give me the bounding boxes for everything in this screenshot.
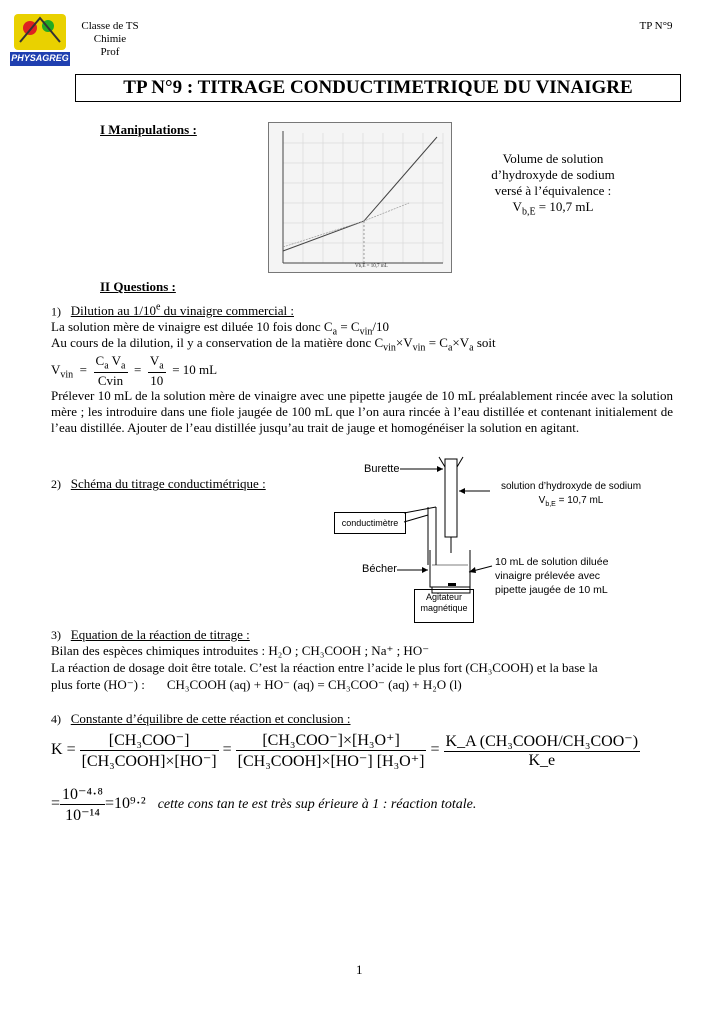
q3-line3: plus forte (HO⁻) : CH₃COOH (aq) + HO⁻ (aq) = CH₃COO⁻ (aq) + H₂O (l) <box>51 677 462 692</box>
k-fraction-2: [CH₃COO⁻]×[H₃O⁺] [CH₃COOH]×[HO⁻] [H₃O⁺] <box>237 732 425 770</box>
q1-title: 1) Dilution au 1/10e du vinaigre commercial : <box>51 302 294 319</box>
result-line4: $V_{b,E} = 10,7$ mL <box>512 199 594 218</box>
q1-line2: Au cours de la dilution, il y a conservation de la matière donc $C_{vin}\times V_{vin} = C_a\times V_a$ soit <box>51 335 496 354</box>
k-fraction-3: K_A (CH₃COOH/CH₃COO⁻) K_e <box>445 733 639 769</box>
q3-title: 3) Equation de la réaction de titrage : <box>51 627 250 642</box>
header-subject: Chimie <box>93 33 127 45</box>
q3-line1: Bilan des espèces chimiques introduites : H₂O ; CH₃COOH ; Na⁺ ; HO⁻ <box>51 643 430 658</box>
logo-text: PHYSAGREG <box>11 53 69 63</box>
k-fraction-4: $\frac{\text{10⁻⁴·⁸}}{\text{10⁻¹⁴}}$ <box>62 786 103 824</box>
q1-equation: $V_{vin}$ = $C_a$ $V_a$ Cvin = $\frac{V_a}{10}$ = 10 mL <box>51 353 218 388</box>
q3-line2: La réaction de dosage doit être totale. C’est la réaction entre l’acide le plus fort (CH₃COOH) et la base la <box>51 660 598 675</box>
result-line1: Volume de solution <box>502 151 604 166</box>
q4-conclusion: = $\frac{\text{10⁻⁴·⁸}}{\text{10⁻¹⁴}}$ =10⁹·² cette cons tan te est très sup érieure à 1 : réaction totale. <box>51 786 477 824</box>
titration-graph <box>268 122 452 273</box>
equivalence-result <box>478 151 628 221</box>
q2-title: 2) Schéma du titrage conductimétrique : <box>51 476 266 491</box>
titration-schema <box>330 455 660 625</box>
header-role: Prof <box>100 46 120 58</box>
k-fraction-1: [CH₃COO⁻] [CH₃COOH]×[HO⁻] <box>81 732 217 770</box>
q1-line1: La solution mère de vinaigre est diluée 10 fois donc $C_a = C_{vin}/10$ <box>51 319 389 338</box>
section1-heading: I Manipulations : <box>100 122 197 137</box>
result-line2: d’hydroxyde de sodium <box>491 167 615 182</box>
result-line3: versé à l’équivalence : <box>494 183 612 198</box>
q1-paragraph: Prélever 10 mL de la solution mère de vinaigre avec une pipette jaugée de 10 mL préalablement rincée avec la solution mère ; les introduire dans une fiole jaugée de 100 mL que l’on aura rincée à l’eau distillée et contenant initialement de l’eau distillée. Ajouter de l’eau distillée jusqu’au trait de jauge et homogénéiser la solution en agitant. <box>51 388 673 435</box>
label-naoh: solution d’hydroxyde de sodium $V_{b,E} = 10,7$ mL <box>500 481 642 508</box>
graph-x-label: Vb,E = 10,7 mL <box>355 264 388 269</box>
conductimetre-box: conductimètre <box>334 512 406 534</box>
label-burette: Burette <box>364 463 400 475</box>
dilution-fraction-1: $C_a$ $V_a$ Cvin <box>95 353 126 388</box>
header-class: Classe de TS <box>81 20 139 32</box>
page-number: 1 <box>356 962 363 977</box>
section2-heading: II Questions : <box>100 279 176 294</box>
physagreg-logo <box>10 12 70 68</box>
header-left <box>70 20 150 59</box>
q4-title: 4) Constante d’équilibre de cette réaction et conclusion : <box>51 711 351 726</box>
dilution-fraction-2: $\frac{V_a}{10}$ <box>149 353 164 388</box>
page-title: TP N°9 : TITRAGE CONDUCTIMETRIQUE DU VINAIGRE <box>75 74 681 102</box>
agitateur-box: Agitateur magnétique <box>414 589 474 623</box>
label-vinaigre: 10 mL de solution diluée vinaigre prélevée avec pipette jaugée de 10 mL <box>495 556 609 596</box>
header-right: TP N°9 <box>639 20 673 32</box>
label-becher: Bécher <box>362 563 397 575</box>
q4-equation: K = [CH₃COO⁻] [CH₃COOH]×[HO⁻] = [CH₃COO⁻]×[H₃O⁺] [CH₃COOH]×[HO⁻] [H₃O⁺] = K_A (CH₃COOH/CH₃COO⁻) K_e <box>51 732 639 770</box>
